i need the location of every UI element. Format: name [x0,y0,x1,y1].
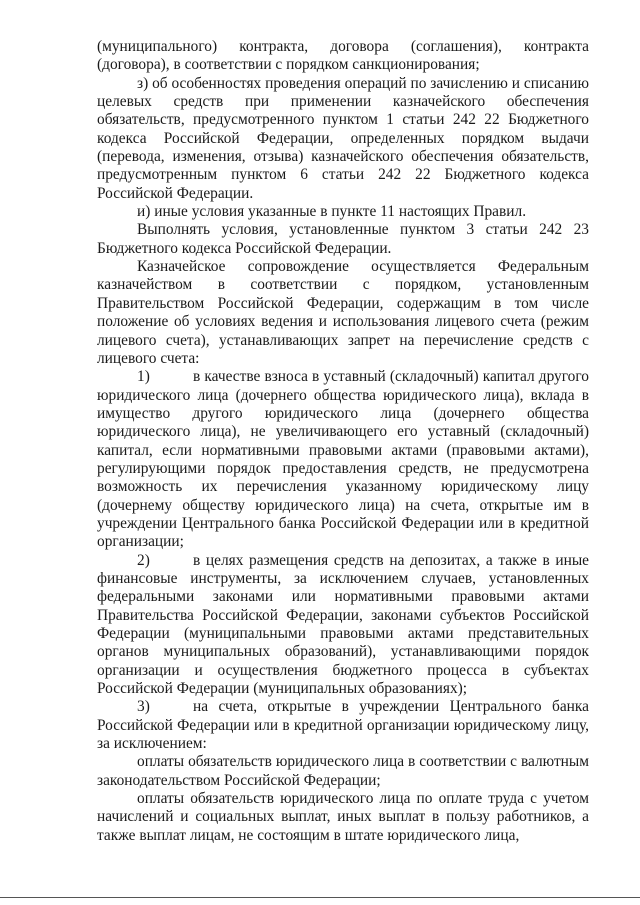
list-item-number: 2) [137,551,150,569]
list-item-number: 3) [137,698,150,716]
paragraph-item-z: з) об особенностях проведения операций по зачислению и списанию целевых средств при применении казначейского обеспечения обязательств, предусмотренного пунктом 1 статьи 242 22 Бюджетного кодекса Российской Федерации, определенных порядком выдачи (перевода, изменения, отзыва) казначейского обеспечения обязательств, предусмотренным пунктом 6 статьи 242 22 Бюджетного кодекса Российской Федерации. [97,74,589,202]
list-item-number: 1) [137,368,150,386]
list-item-text: в целях размещения средств на депозитах, а также в иные финансовые инструменты, за исключением случаев, установленных федеральными законами или нормативными правовыми актами Правительства Российской Федерации, законами субъектов Российской Федерации (муниципальными правовыми актами представительных органов муниципальных образований), устанавливающими порядок организации и осуществления бюджетного процесса в субъектах Российской Федерации (муниципальных образованиях); [97,551,589,698]
list-item-3 [97,698,589,753]
list-item-1 [97,368,589,551]
list-item-text: на счета, открытые в учреждении Центрального банка Российской Федерации или в кредитной организации юридическому лицу, за исключением: [97,698,589,753]
paragraph-currency-exception: оплаты обязательств юридического лица в соответствии с валютным законодательством Российской Федерации; [97,753,589,789]
list-item-2 [97,552,589,699]
document-body [97,38,589,845]
list-item-text: в качестве взноса в уставный (складочный) капитал другого юридического лица (дочернего общества юридического лица), вклада в имущество другого юридического лица (дочернего общества юридического лица), не увеличивающего его уставный (складочный) капитал, если нормативными правовыми актами (правовыми актами), регулирующими порядок предоставления средств, не предусмотрена возможность их перечисления указанному юридическому лицу (дочернему обществу юридического лица) на счета, открытые им в учреждении Центрального банка Российской Федерации или в кредитной организации; [97,368,589,551]
paragraph-item-i: и) иные условия указанные в пункте 11 настоящих Правил. [137,203,527,221]
paragraph-treasury-support: Казначейское сопровождение осуществляется Федеральным казначейством в соответствии с порядком, установленным Правительством Российской Федерации, содержащим в том числе положение об условиях ведения и использования лицевого счета (режим лицевого счета), устанавливающих запрет на перечисление средств с лицевого счета: [97,258,589,367]
paragraph-conditions: Выполнять условия, установленные пунктом 3 статьи 242 23 Бюджетного кодекса Российской Федерации. [97,221,589,257]
paragraph-contract-continuation: (муниципального) контракта, договора (соглашения), контракта (договора), в соответствии с порядком санкционирования; [97,38,589,74]
paragraph-payroll-exception: оплаты обязательств юридического лица по оплате труда с учетом начислений и социальных выплат, иных выплат в пользу работников, а также выплат лицам, не состоящим в штате юридического лица, [97,790,589,844]
footer-divider [0,897,640,898]
